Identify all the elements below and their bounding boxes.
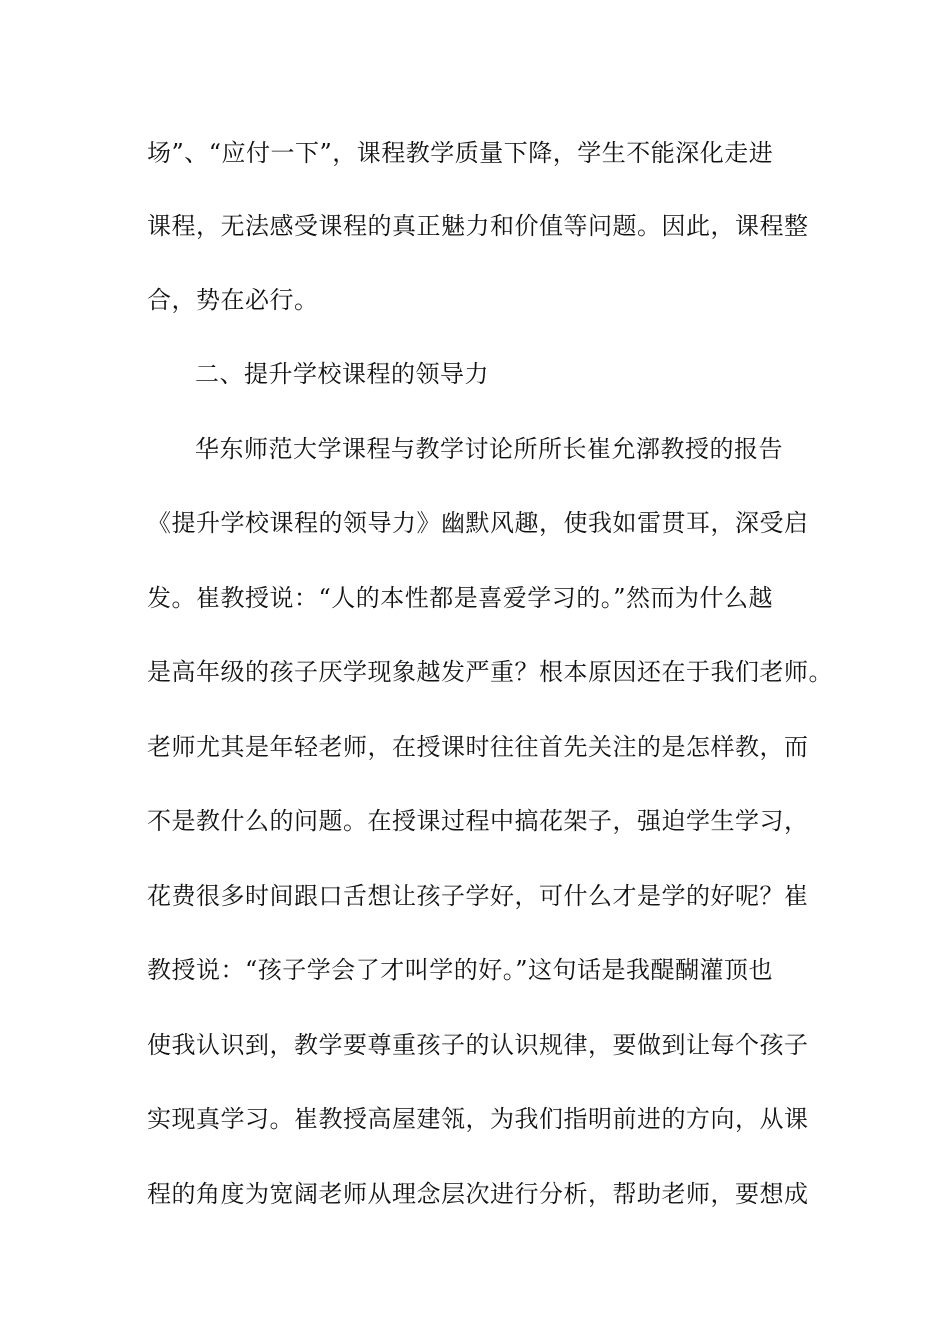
text-line: 程的角度为宽阔老师从理念层次进行分析，帮助老师，要想成 — [147, 1180, 809, 1208]
text-line: 不是教什么的问题。在授课过程中搞花架子，强迫学生学习， — [147, 807, 809, 835]
text-line: 花费很多时间跟口舌想让孩子学好，可什么才是学的好呢？崔 — [147, 882, 809, 910]
text-line: 老师尤其是年轻老师，在授课时往往首先关注的是怎样教，而 — [147, 733, 809, 761]
text-line: 《提升学校课程的领导力》幽默风趣，使我如雷贯耳，深受启 — [147, 509, 809, 537]
text-line: 合，势在必行。 — [147, 286, 319, 314]
section-heading: 二、提升学校课程的领导力 — [195, 360, 489, 388]
text-line: 发。崔教授说：“人的本性都是喜爱学习的。”然而为什么越 — [147, 584, 774, 612]
text-line: 课程，无法感受课程的真正魅力和价值等问题。因此，课程整 — [147, 212, 809, 240]
text-line: 使我认识到，教学要尊重孩子的认识规律，要做到让每个孩子 — [147, 1031, 809, 1059]
text-line: 华东师范大学课程与教学讨论所所长崔允漷教授的报告 — [195, 435, 783, 463]
text-line: 场”、“应付一下”，课程教学质量下降，学生不能深化走进 — [147, 139, 774, 167]
text-line: 是高年级的孩子厌学现象越发严重？根本原因还在于我们老师。 — [147, 658, 833, 686]
text-line: 教授说：“孩子学会了才叫学的好。”这句话是我醍醐灌顶也 — [147, 956, 774, 984]
text-line: 实现真学习。崔教授高屋建瓴，为我们指明前进的方向，从课 — [147, 1105, 809, 1133]
